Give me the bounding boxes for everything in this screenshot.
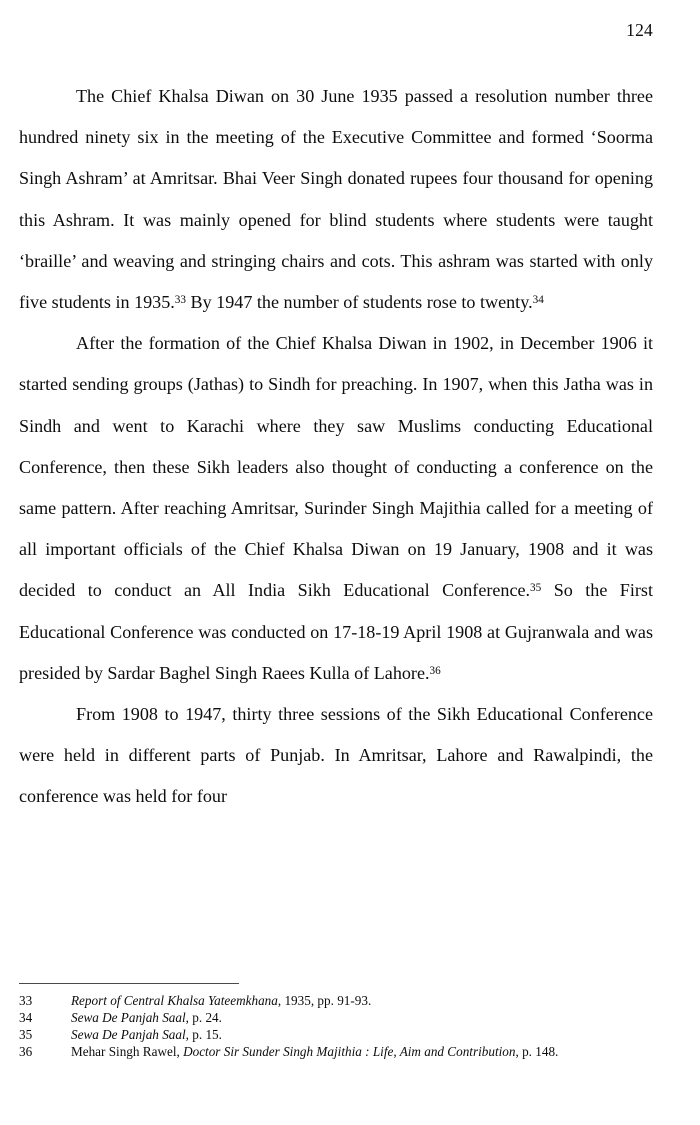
footnote-item	[19, 1027, 653, 1044]
footnote-list	[19, 993, 653, 1061]
footnote-text: Sewa De Panjah Saal, p. 24.	[71, 1009, 222, 1025]
page-number: 124	[626, 20, 653, 40]
footnote-number: 35	[19, 1026, 33, 1042]
italic-title: Sewa De Panjah Saal	[71, 1026, 186, 1042]
footnote-item	[19, 1044, 653, 1061]
italic-title: Sewa De Panjah Saal	[71, 1009, 186, 1025]
footnote-marker: 35	[530, 582, 542, 595]
italic-title: Report of Central Khalsa Yateemkhana	[71, 993, 278, 1008]
footnote-marker: 34	[532, 293, 544, 306]
paragraph: The Chief Khalsa Diwan on 30 June 1935 passed a resolution number three hundred ninety six in the meeting of the Executive Committee and formed ‘Soorma Singh Ashram’ at Amritsar. Bhai Veer Singh donated rupees four thousand for opening this Ashram. It was mainly opened for blind students where students were taught ‘braille’ and weaving and stringing chairs and cots. This ashram was started with only five students in 1935.33 By 1947 the number of students rose to twenty.$^{34}$	[19, 86, 653, 313]
footnote-marker: 36	[429, 664, 441, 677]
footnote-marker: 33	[174, 293, 187, 306]
italic-title: Doctor Sir Sunder Singh Majithia : Life, Aim and Contribution	[183, 1043, 516, 1059]
footnote-number: 36	[19, 1043, 33, 1059]
footnote-text: Report of Central Khalsa Yateemkhana, 1935, pp. 91-93.	[71, 993, 372, 1008]
footnote-item	[19, 1010, 653, 1027]
body-text-column	[19, 76, 653, 818]
footnote-number: 34	[19, 1009, 33, 1025]
paragraph: From 1908 to 1947, thirty three sessions of the Sikh Educational Conference were held in different parts of Punjab. In Amritsar, Lahore and Rawalpindi, the conference was held for four	[19, 704, 653, 807]
footnote-item	[19, 993, 653, 1010]
footnote-separator-rule	[19, 983, 239, 984]
footnote-text: Mehar Singh Rawel, Doctor Sir Sunder Singh Majithia : Life, Aim and Contribution, p. 148.	[71, 1043, 559, 1059]
footnote-text: Sewa De Panjah Saal, p. 15.	[71, 1026, 222, 1042]
paragraph: After the formation of the Chief Khalsa Diwan in 1902, in December 1906 it started sending groups (Jathas) to Sindh for preaching. In 1907, when this Jatha was in Sindh and went to Karachi where they saw Muslims conducting Educational Conference, then these Sikh leaders also thought of conducting a conference on the same pattern. After reaching Amritsar, Surinder Singh Majithia called for a meeting of all important officials of the Chief Khalsa Diwan on 19 January, 1908 and it was decided to conduct an All India Sikh Educational Conference.$^{35}$ So the First Educational Conference was conducted on 17-18-19 April 1908 at Gujranwala and was presided by Sardar Baghel Singh Raees Kulla of Lahore.$^{36}$	[19, 333, 653, 683]
footnote-block	[19, 983, 653, 1061]
footnote-number: 33	[19, 993, 33, 1008]
